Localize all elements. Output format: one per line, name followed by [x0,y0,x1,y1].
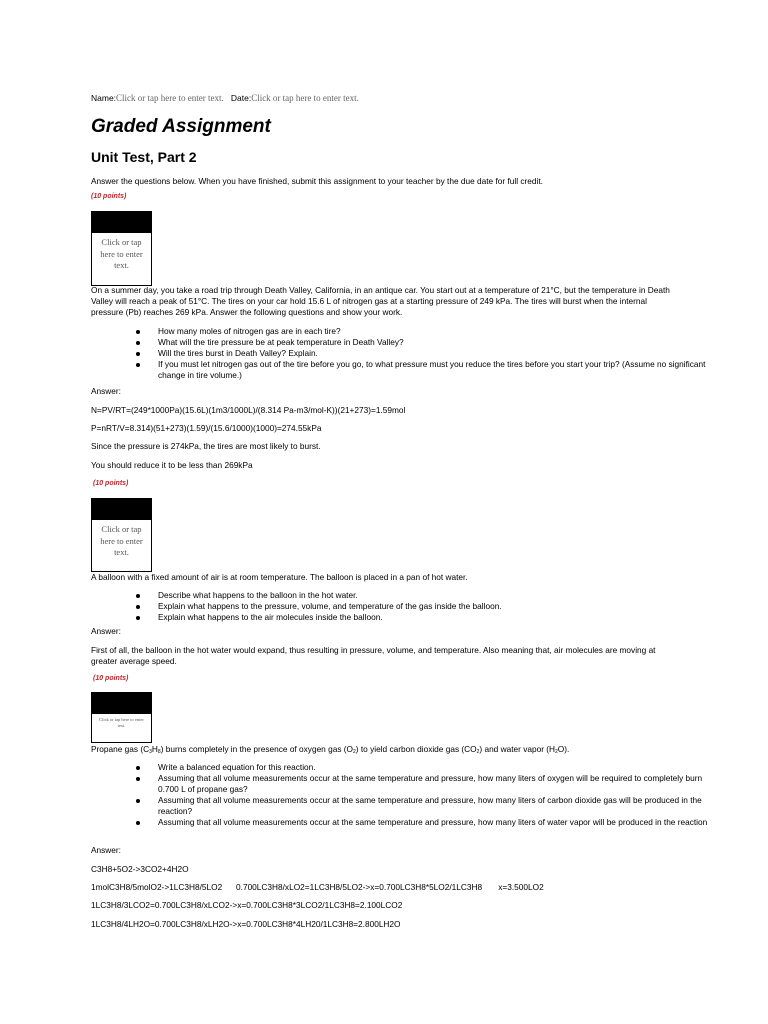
q3-points: (10 points) [93,675,129,682]
list-item: Assuming that all volume measurements occur at the same temperature and pressure, how many liters of water vapor will be produced in the reaction [158,817,710,828]
q1-bullet-list [130,326,710,381]
q1-points: (10 points) [91,193,127,200]
name-label: Name: [91,93,117,103]
q3-bullet-list [130,762,710,828]
list-item: Write a balanced equation for this reaction. [158,762,710,773]
q1-prompt: On a summer day, you take a road trip through Death Valley, California, in an antique car. You start out at a temperature of 21°C, but the temperature in Death Valley will reach a peak of 51°C. The tires on your car hold 15.6 L of nitrogen gas at a starting pressure of 249 kPa. The tires will burst when the internal pressure (Pb) reaches 269 kPa. Answer the following questions and show your work. [91,285,670,317]
name-field[interactable]: Click or tap here to enter text. [116,93,224,103]
q3-image-placeholder[interactable] [91,692,152,743]
q1-image-bar [91,211,152,233]
q1-answer-line: You should reduce it to be less than 269kPa [91,460,253,470]
date-label: Date: [230,93,252,103]
q3-answer-line: 1molC3H8/5molO2->1LC3H8/5LO2 0.700LC3H8/xLO2=1LC3H8/5LO2->x=0.700LC3H8*5LO2/1LC3H8 x=3.500LO2 [91,882,544,892]
page-title: Graded Assignment [91,116,271,137]
instructions: Answer the questions below. When you have finished, submit this assignment to your teacher by the due date for full credit. [91,176,543,186]
q1-answer-line: N=PV/RT=(249*1000Pa)(15.6L)(1m3/1000L)/(8.314 Pa-m3/mol-K))(21+273)=1.59mol [91,405,406,415]
list-item: Explain what happens to the air molecules inside the balloon. [158,612,710,623]
q2-points: (10 points) [93,480,129,487]
list-item: How many moles of nitrogen gas are in each tire? [158,326,710,337]
q1-answer-label: Answer: [91,386,121,396]
list-item: Assuming that all volume measurements occur at the same temperature and pressure, how many liters of oxygen will be required to completely burn 0.700 L of propane gas? [158,773,710,795]
q3-answer-line: C3H8+5O2->3CO2+4H2O [91,864,189,874]
q1-answer-line: P=nRT/V=8.314)(51+273)(1.59)/(15.6/1000)(1000)=274.55kPa [91,423,322,433]
q2-bullet-list [130,590,710,623]
q2-placeholder-text: Click or tap here to enter text. [100,524,143,557]
q3-image-bar [91,692,152,714]
page-subtitle: Unit Test, Part 2 [91,149,197,165]
q1-placeholder-text: Click or tap here to enter text. [100,237,143,270]
q3-prompt: Propane gas $(C_3H_8)$ burns completely in the presence of oxygen gas $(O_2)$ to yield carbon dioxide gas $(CO_2)$ and water vapor $(H_2O)$. [91,744,570,755]
list-item: Will the tires burst in Death Valley? Explain. [158,348,710,359]
q2-image-bar [91,498,152,520]
q3-placeholder-text: Click or tap here to enter text. [99,717,144,728]
q3-answer-label: Answer: [91,845,121,855]
q3-answer-line: 1LC3H8/4LH2O=0.700LC3H8/xLH2O->x=0.700LC3H8*4LH20/1LC3H8=2.800LH2O [91,919,401,929]
q2-prompt: A balloon with a fixed amount of air is at room temperature. The balloon is placed in a pan of hot water. [91,572,468,582]
q2-answer: First of all, the balloon in the hot water would expand, thus resulting in pressure, volume, and temperature. Also meaning that, air molecules are moving at greater average speed. [91,645,656,666]
q3-answer-line: 1LC3H8/3LCO2=0.700LC3H8/xLCO2->x=0.700LC3H8*3LCO2/1LC3H8=2.100LCO2 [91,900,403,910]
date-field[interactable]: Click or tap here to enter text. [251,93,359,103]
list-item: What will the tire pressure be at peak temperature in Death Valley? [158,337,710,348]
list-item: Assuming that all volume measurements occur at the same temperature and pressure, how many liters of carbon dioxide gas will be produced in the reaction? [158,795,710,817]
q2-image-placeholder[interactable] [91,498,152,572]
list-item: Explain what happens to the pressure, volume, and temperature of the gas inside the balloon. [158,601,710,612]
q1-image-placeholder[interactable] [91,211,152,286]
list-item: Describe what happens to the balloon in the hot water. [158,590,710,601]
q1-answer-line: Since the pressure is 274kPa, the tires are most likely to burst. [91,441,321,451]
list-item: If you must let nitrogen gas out of the tire before you go, to what pressure must you reduce the tires before you start your trip? (Assume no significant change in tire volume.) [158,359,710,381]
header-line [91,93,359,103]
q2-answer-label: Answer: [91,626,121,636]
